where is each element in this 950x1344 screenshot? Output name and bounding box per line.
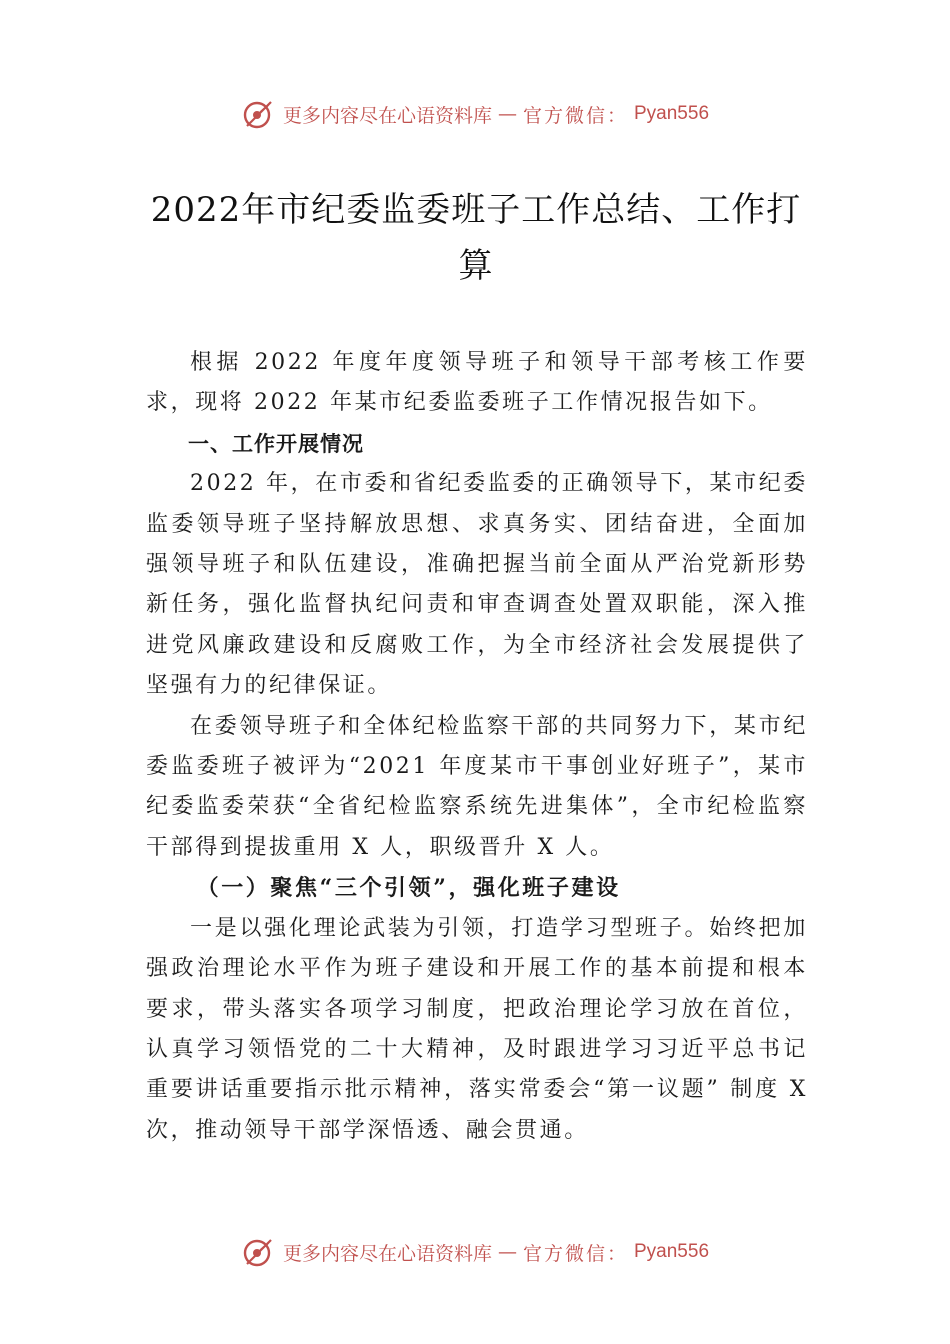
header-banner	[0, 94, 950, 134]
banner-wechat-id: Pyan556	[634, 103, 710, 124]
banner-separator: —	[497, 103, 517, 125]
section-heading-work-status: 一、工作开展情况	[188, 431, 364, 456]
banner-brand-text: 更多内容尽在心语资料库	[282, 1242, 492, 1265]
document-title: 2022年市纪委监委班子工作总结、工作打算	[150, 190, 802, 286]
subsection-heading-three-leads: （一）聚焦“三个引领”，强化班子建设	[196, 875, 621, 902]
banner-wechat-label: 官方微信：	[522, 1242, 628, 1265]
quill-pen-logo-icon	[241, 96, 277, 132]
document-body	[146, 343, 808, 1151]
banner-separator: —	[497, 1241, 517, 1263]
banner-wechat-label: 官方微信：	[522, 104, 628, 127]
footer-banner	[0, 1232, 950, 1272]
body-paragraph-theory-study: 一是以强化理论武装为引领，打造学习型班子。始终把加强政治理论水平作为班子建设和开展工作的基本前提和根本要求，带头落实各项学习制度，把政治理论学习放在首位，认真学习领悟党的二十大精神，及时跟进学习习近平总书记重要讲话重要指示批示精神，落实常委会“第一议题” 制度 X 次，推动领导干部学深悟透、融会贯通。	[146, 915, 808, 1143]
body-paragraph-achievements: 在委领导班子和全体纪检监察干部的共同努力下，某市纪委监委班子被评为“2021 年度某市干事创业好班子”，某市纪委监委荣获“全省纪检监察系统先进集体”，全市纪检监察干部得到提拔重用 X 人，职级晋升 X 人。	[146, 713, 808, 860]
banner-brand-text: 更多内容尽在心语资料库	[282, 104, 492, 127]
intro-paragraph: 根据 2022 年度年度领导班子和领导干部考核工作要求，现将 2022 年某市纪委监委班子工作情况报告如下。	[146, 350, 808, 416]
body-paragraph-overview: 2022 年，在市委和省纪委监委的正确领导下，某市纪委监委领导班子坚持解放思想、求真务实、团结奋进，全面加强领导班子和队伍建设，准确把握当前全面从严治党新形势新任务，强化监督执纪问责和审查调查处置双职能，深入推进党风廉政建设和反腐败工作，为全市经济社会发展提供了坚强有力的纪律保证。	[146, 471, 808, 699]
banner-wechat-id: Pyan556	[634, 1241, 710, 1262]
quill-pen-logo-icon	[241, 1234, 277, 1270]
